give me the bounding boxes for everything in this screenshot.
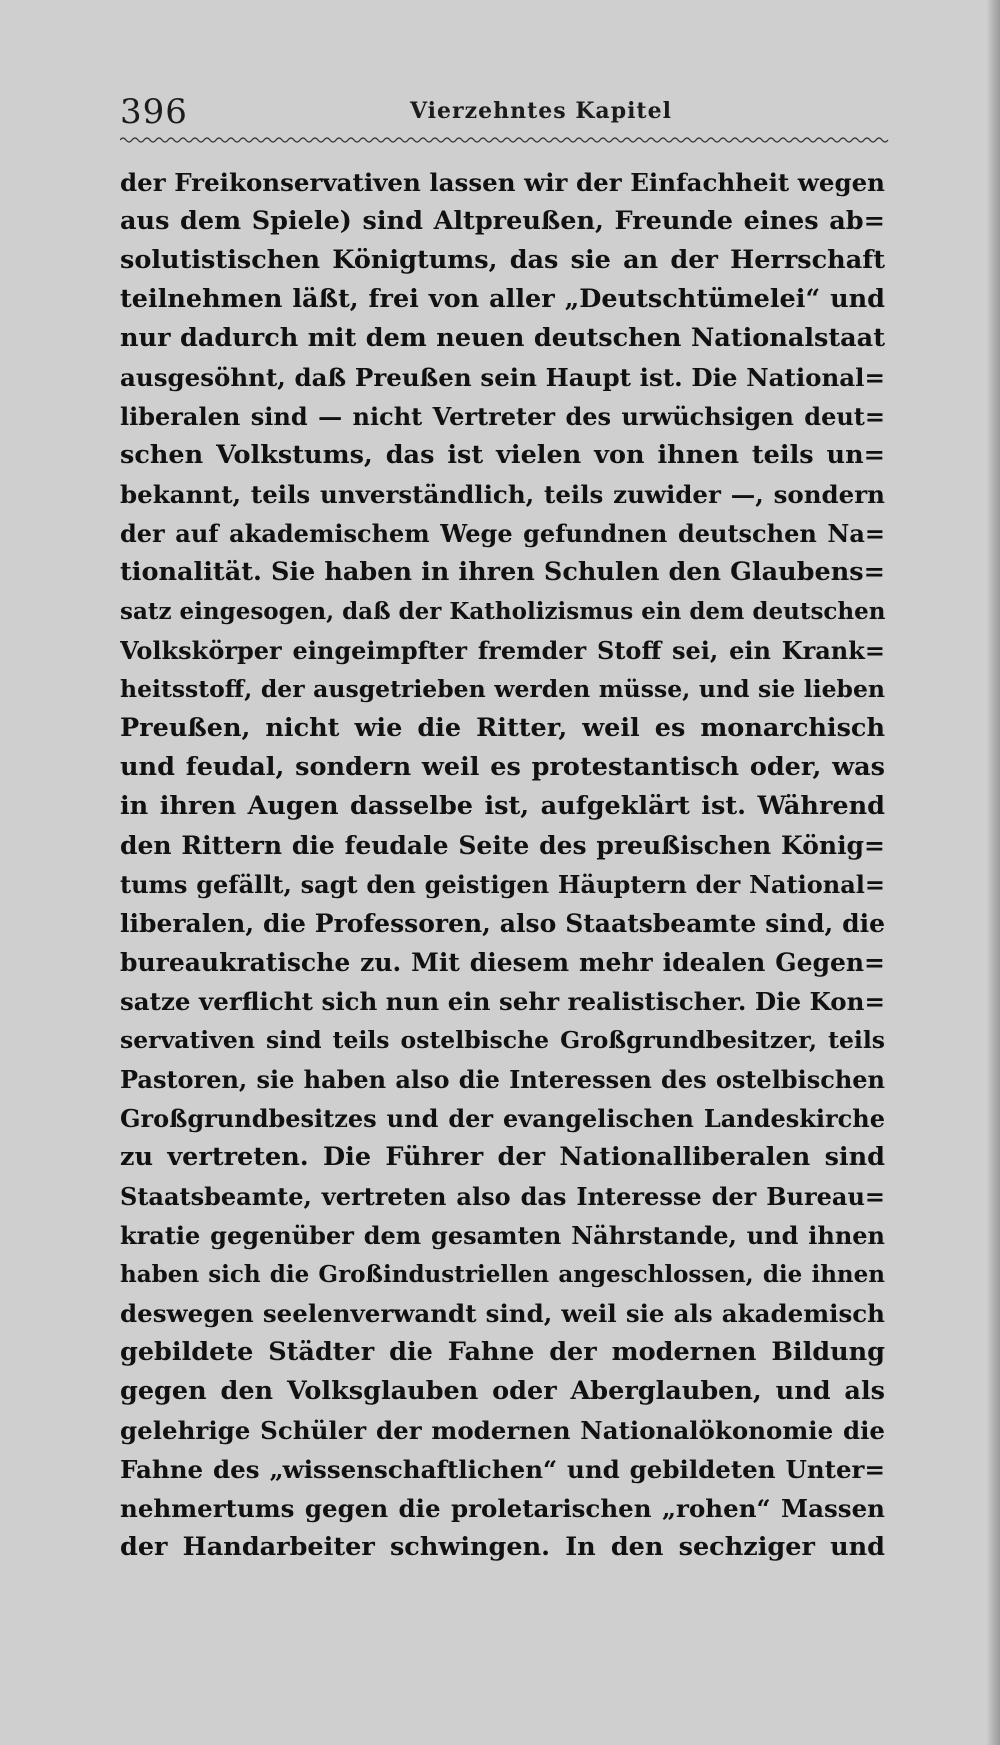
text-line: nehmertums gegen die proletarischen „rohen“ Massen xyxy=(120,1494,885,1523)
text-line: gegen den Volksglauben oder Aberglauben, und als xyxy=(120,1376,885,1406)
text-line: Preußen, nicht wie die Ritter, weil es monarchisch xyxy=(120,713,885,743)
wavy-rule-line xyxy=(120,138,888,142)
text-line: und feudal, sondern weil es protestantisch oder, was xyxy=(120,752,885,782)
text-line: der Freikonservativen lassen wir der Einfachheit wegen xyxy=(120,168,885,197)
text-line: Volkskörper eingeimpfter fremder Stoff sei, ein Krank= xyxy=(120,636,885,665)
text-line: Großgrundbesitzes und der evangelischen Landeskirche xyxy=(120,1104,885,1133)
text-line: nur dadurch mit dem neuen deutschen Nationalstaat xyxy=(120,323,885,353)
page-header xyxy=(120,92,880,138)
text-line: ausgesöhnt, daß Preußen sein Haupt ist. Die National= xyxy=(120,363,885,392)
text-line: haben sich die Großindustriellen angeschlossen, die ihnen xyxy=(120,1261,885,1288)
text-line: Fahne des „wissenschaftlichen“ und gebildeten Unter= xyxy=(120,1455,885,1484)
text-line: satz eingesogen, daß der Katholizismus ein dem deutschen xyxy=(120,598,885,625)
page-number: 396 xyxy=(120,92,188,132)
body-text xyxy=(120,163,885,1567)
text-line: liberalen sind — nicht Vertreter des urwüchsigen deut= xyxy=(120,402,885,431)
text-line: deswegen seelenverwandt sind, weil sie als akademisch xyxy=(120,1299,885,1328)
text-line: satze verflicht sich nun ein sehr realistischer. Die Kon= xyxy=(120,987,885,1016)
text-line: tums gefällt, sagt den geistigen Häuptern der National= xyxy=(120,870,885,899)
text-line: gelehrige Schüler der modernen Nationalökonomie die xyxy=(120,1416,885,1445)
text-line: der Handarbeiter schwingen. In den sechziger und xyxy=(120,1532,885,1562)
text-line: den Rittern die feudale Seite des preußischen König= xyxy=(120,831,885,860)
text-line: bureaukratische zu. Mit diesem mehr idealen Gegen= xyxy=(120,948,885,977)
text-line: Staatsbeamte, vertreten also das Interesse der Bureau= xyxy=(120,1182,885,1211)
text-line: liberalen, die Professoren, also Staatsbeamte sind, die xyxy=(120,909,885,938)
text-line: in ihren Augen dasselbe ist, aufgeklärt ist. Während xyxy=(120,791,885,821)
text-line: aus dem Spiele) sind Altpreußen, Freunde eines ab= xyxy=(120,206,885,236)
text-line: kratie gegenüber dem gesamten Nährstande, und ihnen xyxy=(120,1221,885,1250)
text-line: bekannt, teils unverständlich, teils zuwider —, sondern xyxy=(120,480,885,509)
text-line: solutistischen Königtums, das sie an der Herrschaft xyxy=(120,245,885,275)
text-line: tionalität. Sie haben in ihren Schulen den Glaubens= xyxy=(120,557,885,587)
text-line: der auf akademischem Wege gefundnen deutschen Na= xyxy=(120,519,885,548)
header-wavy-rule xyxy=(120,136,890,144)
text-line: gebildete Städter die Fahne der modernen Bildung xyxy=(120,1337,885,1367)
text-line: servativen sind teils ostelbische Großgrundbesitzer, teils xyxy=(120,1026,885,1054)
page-edge-shadow xyxy=(986,0,1000,1745)
running-head: Vierzehntes Kapitel xyxy=(410,98,672,124)
text-line: heitsstoff, der ausgetrieben werden müsse, und sie lieben xyxy=(120,675,885,703)
text-line: Pastoren, sie haben also die Interessen des ostelbischen xyxy=(120,1065,885,1094)
text-line: schen Volkstums, das ist vielen von ihnen teils un= xyxy=(120,440,885,470)
text-line: teilnehmen läßt, frei von aller „Deutschtümelei“ und xyxy=(120,284,885,314)
text-line: zu vertreten. Die Führer der Nationalliberalen sind xyxy=(120,1142,885,1172)
